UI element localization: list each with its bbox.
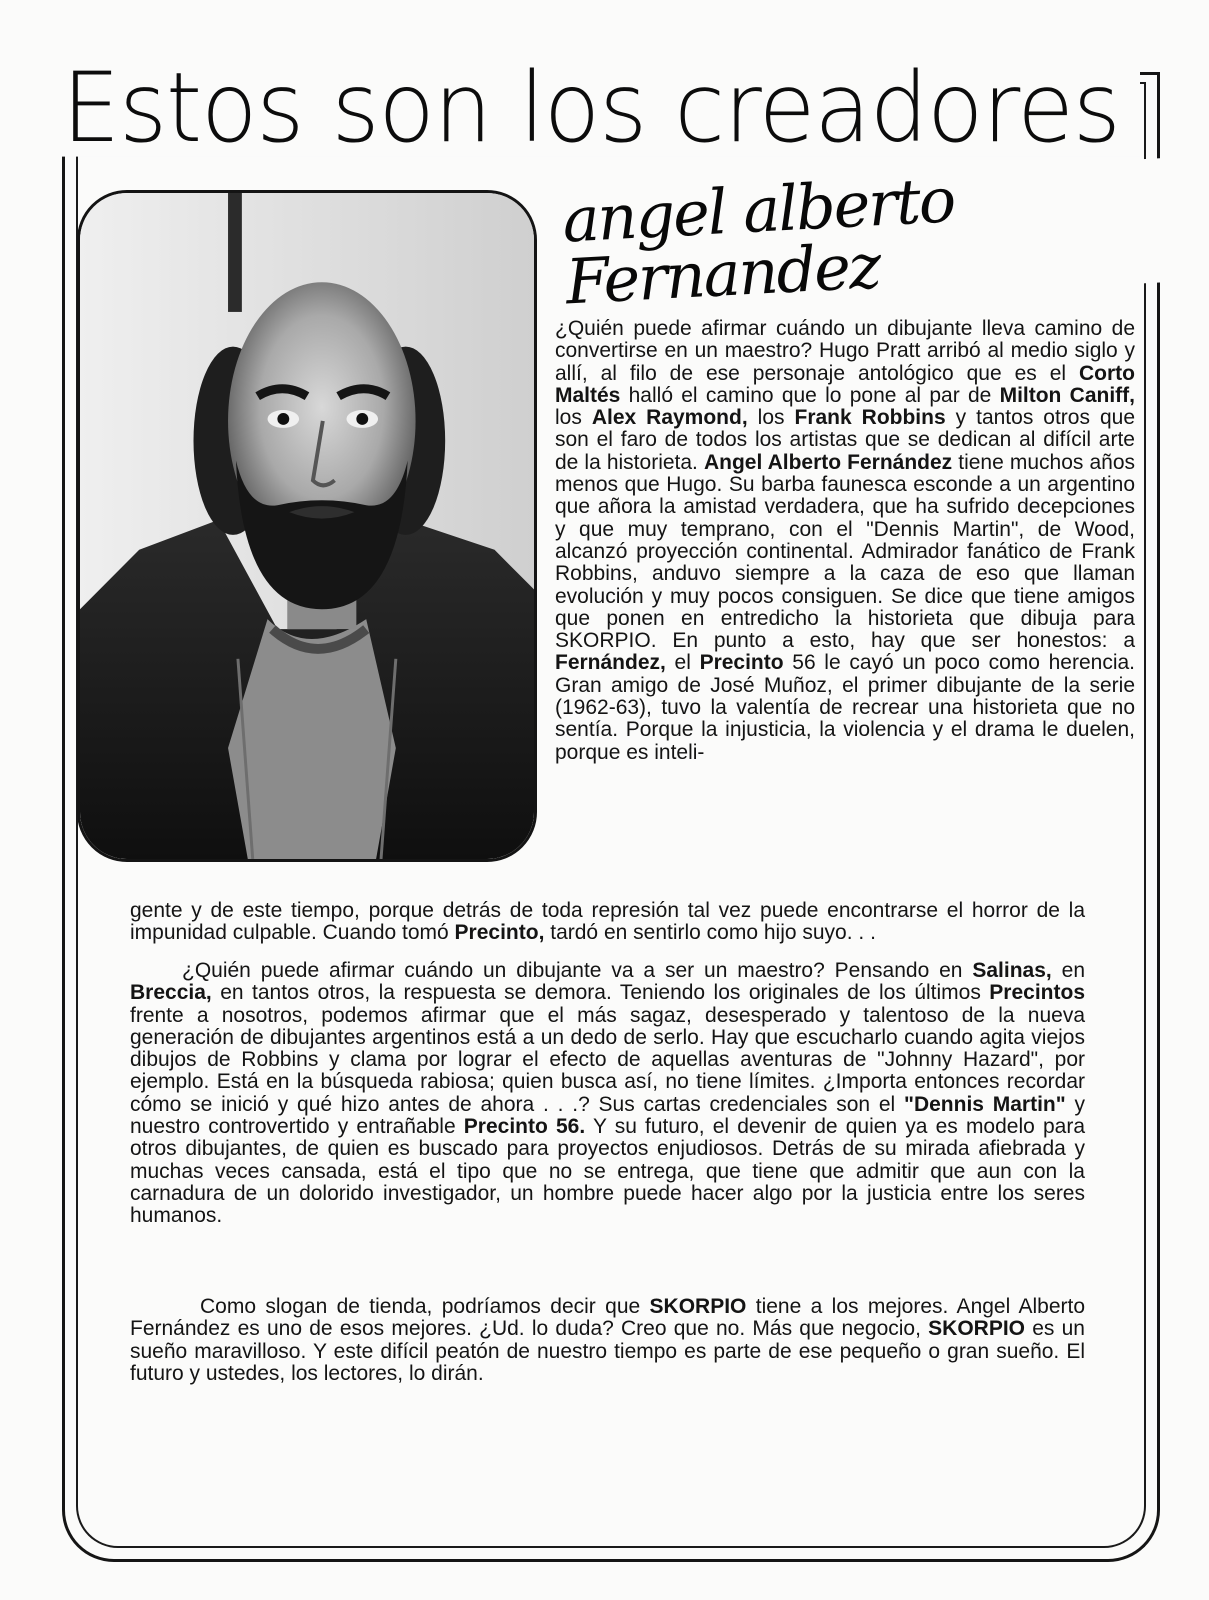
bold-name-run: Frank Robbins xyxy=(794,406,946,430)
bold-name-run: Breccia, xyxy=(130,981,212,1005)
bold-name-run: Alex Raymond, xyxy=(591,406,748,430)
bold-name-run: Precintos xyxy=(989,981,1085,1005)
text-run: 56 le cayó un poco como herencia. Gran amigo de José Muñoz, el primer dibujante de la serie (1962-63), tuvo la valentía de recrear una historieta que no sentía. Porque la injusticia, la violencia y el drama le duelen, porque es inteli- xyxy=(555,651,1136,764)
article-paragraph-3 xyxy=(130,1296,1085,1385)
bold-name-run: SKORPIO xyxy=(928,1317,1026,1341)
text-run: Como slogan de tienda, podríamos decir que xyxy=(200,1295,650,1318)
bold-name-run: "Dennis Martin" xyxy=(903,1092,1066,1116)
bold-name-run: Precinto 56. xyxy=(463,1115,586,1139)
text-run: en xyxy=(1051,959,1086,982)
article-paragraph-1-continued xyxy=(130,900,1085,945)
text-run: los xyxy=(747,406,795,430)
article-paragraph-1 xyxy=(555,318,1135,764)
text-run: ¿Quién puede afirmar cuándo un dibujante va a ser un maestro? Pensando en xyxy=(182,959,973,982)
text-run: tardó en sentirlo como hijo suyo. . . xyxy=(544,921,876,945)
bold-name-run: Corto Maltés xyxy=(555,361,1135,407)
portrait-photo xyxy=(77,190,537,862)
text-run: ¿Quién puede afirmar cuándo un dibujante lleva camino de convertirse en un maestro? Hugo Pratt arribó al medio siglo y allí, al filo de ese personaje antológico que es el xyxy=(555,317,1135,385)
text-run: en tantos otros, la respuesta se demora. Teniendo los originales de los últimos xyxy=(211,981,990,1005)
text-run: tiene muchos años menos que Hugo. Su barba faunesca esconde a un argentino que añora la amistad verdadera, que ha sufrido decepciones y que muy temprano, con el "Dennis Martin", de Wood, alcanzó proyección continental. Admirador fanático de Frank Robbins, anduvo siempre a la caza de eso que llaman evolución y muy pocos consiguen. Se dice que tiene amigos que ponen en entredicho la historieta que dibuja para SKORPIO. En punto a esto, hay que ser honestos: a xyxy=(555,450,1135,653)
text-run: los xyxy=(555,406,592,430)
text-run: y nuestro controvertido y entrañable xyxy=(130,1092,1085,1139)
text-run: Y su futuro, el devenir de quien ya es modelo para otros dibujantes, de quien es buscado para proyectos enjudiosos. Detrás de su mirada afiebrada y muchas veces cansada, está el tipo que no se entrega, que tiene que admitir que aun con la carnadura de un dolorido investigador, un hombre puede hacer algo por la justicia entre los seres humanos. xyxy=(130,1115,1085,1228)
text-run: tiene a los mejores. Angel Alberto Fernández es uno de esos mejores. ¿Ud. lo duda? Creo que no. Más que negocio, xyxy=(130,1295,1085,1341)
article-paragraph-2 xyxy=(130,960,1085,1228)
bold-name-run: Milton Caniff, xyxy=(999,383,1135,407)
author-signature: angel alberto Fernandez xyxy=(555,156,1209,314)
bold-name-run: Angel Alberto Fernández xyxy=(703,450,953,474)
text-run: y tantos otros que son el faro de todos los artistas que se dedican al difícil arte de la historieta. xyxy=(555,406,1135,474)
bold-name-run: SKORPIO xyxy=(649,1295,747,1318)
text-run: gente y de este tiempo, porque detrás de toda represión tal vez puede encontrarse el horror de la impunidad culpable. Cuando tomó xyxy=(130,899,1085,945)
text-run: halló el camino que lo pone al par de xyxy=(620,383,1000,407)
bold-name-run: Precinto, xyxy=(454,921,545,945)
text-run: es un sueño maravilloso. Y este difícil peatón de nuestro tiempo es parte de ese pequeño o gran sueño. El futuro y ustedes, los lectores, lo dirán. xyxy=(130,1317,1085,1385)
bold-name-run: Precinto xyxy=(699,651,784,675)
bold-name-run: Fernández, xyxy=(555,651,666,675)
bold-name-run: Salinas, xyxy=(972,959,1052,982)
page-title: Estos son los creadores xyxy=(62,60,1140,157)
portrait-image xyxy=(80,193,534,859)
text-run: el xyxy=(665,651,700,675)
text-run: frente a nosotros, podemos afirmar que el más sagaz, desesperado y talentoso de la nueva generación de dibujantes argentinos está a un dedo de serlo. Hay que escucharlo cuando agita viejos dibujos de Robbins y clama por lograr el efecto de aquellas aventuras de "Johnny Hazard", por ejemplo. Está en la búsqueda rabiosa; quien busca así, no tiene límites. ¿Importa entonces recordar cómo se inició y qué hizo antes de ahora . . .? Sus cartas credenciales son el xyxy=(130,1003,1085,1116)
